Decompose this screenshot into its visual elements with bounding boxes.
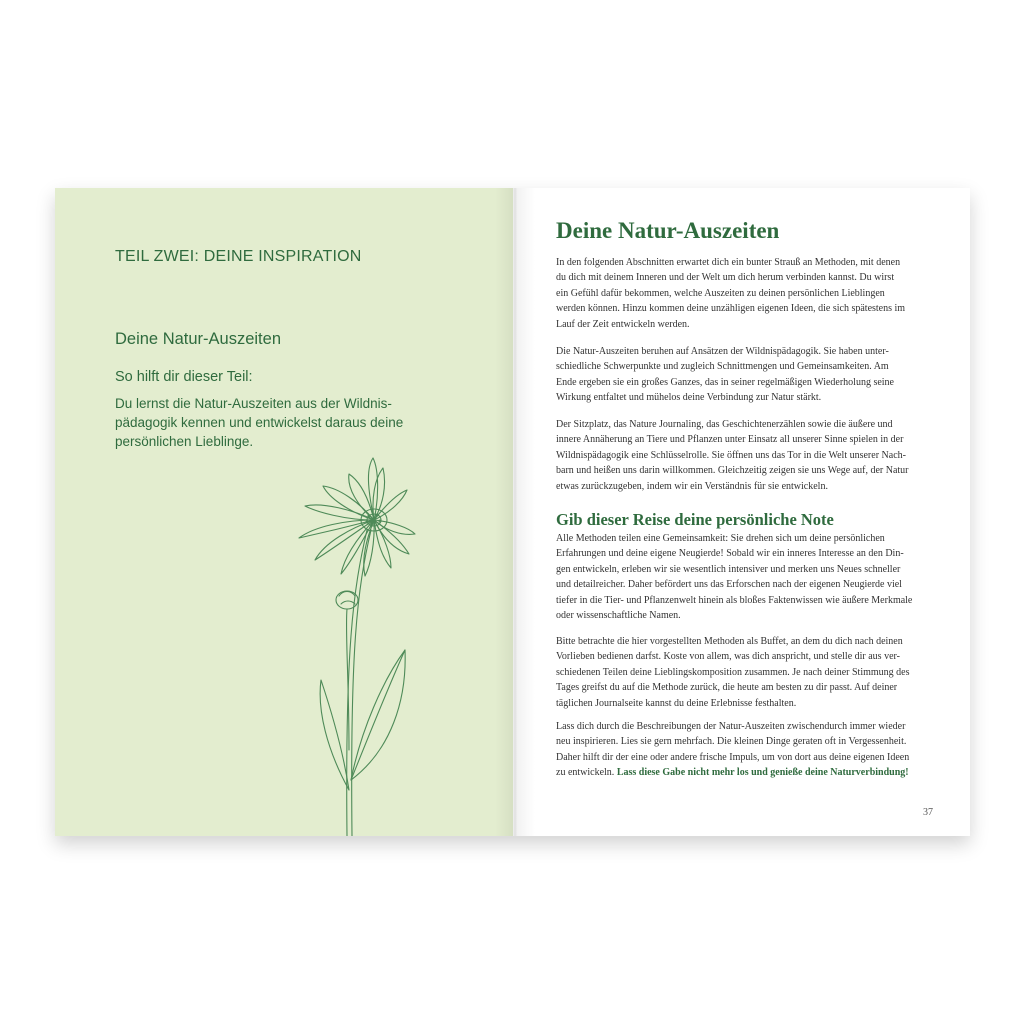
text-line: Ende ergeben sie ein großes Ganzes, das in seiner regelmäßigen Wiederholung seine xyxy=(556,376,894,388)
left-page xyxy=(55,188,513,836)
text-line: Erfahrungen und deine eigene Neugierde! Sobald wir ein inneres Interesse an den Din- xyxy=(556,548,904,560)
paragraph-buffet xyxy=(556,634,936,711)
right-page xyxy=(513,188,970,836)
page-number: 37 xyxy=(923,807,933,818)
section-title: Deine Natur-Auszeiten xyxy=(115,330,281,348)
text-line: ein Gefühl dafür bekommen, welche Auszeiten zu deinen persönlichen Lieblingen xyxy=(556,287,885,299)
text-line: werden können. Hinzu kommen deine unzähligen eigenen Ideen, die sich spätestens im xyxy=(556,303,906,315)
highlight-text: Lass diese Gabe nicht mehr los und genieße deine Naturverbindung! xyxy=(616,767,909,779)
text-line: du dich mit deinem Inneren und der Welt um dich herum verbinden kannst. Du wirst xyxy=(556,272,895,284)
text-line: etwas zurückzugeben, indem wir ein Verständnis für sie entwickeln. xyxy=(556,480,828,492)
page-title: Deine Natur-Auszeiten xyxy=(556,218,780,243)
text-line: gen entwickeln, erleben wir sie wesentlich intensiver und merken uns Neues schneller xyxy=(556,563,901,575)
help-line: pädagogik kennen und entwickelst daraus deine xyxy=(115,415,404,430)
text-line: Lass dich durch die Beschreibungen der Natur-Auszeiten zwischendurch immer wieder xyxy=(556,721,906,732)
text-line: innere Annäherung an Tiere und Pflanzen unter Einsatz all unserer Sinne spielen in der xyxy=(556,434,904,446)
text-line: schiedenen Teilen deine Lieblingskomposition zusammen. Je nach deiner Stimmung des xyxy=(556,666,910,678)
paragraph-wildnis xyxy=(556,344,936,406)
text-line: oder wissenschaftliche Namen. xyxy=(556,610,681,622)
text-line: Alle Methoden teilen eine Gemeinsamkeit: Sie drehen sich um deine persönlichen xyxy=(556,533,885,544)
help-title: So hilft dir dieser Teil: xyxy=(115,369,253,385)
paragraph-sitzplatz xyxy=(556,417,936,494)
text-line: schiedliche Schwerpunkte und zugleich Schnittmengen und Gemeinsamkeiten. Am xyxy=(556,361,889,373)
text-line: Der Sitzplatz, das Nature Journaling, das Geschichtenerzählen sowie die äußere und xyxy=(556,419,893,430)
text-line: Tages greifst du auf die Methode zurück, die heute am besten zu dir passt. Auf deiner xyxy=(556,682,898,694)
text-line: In den folgenden Abschnitten erwartet dich ein bunter Strauß an Methoden, mit denen xyxy=(556,257,901,268)
text-line: Bitte betrachte die hier vorgestellten Methoden als Buffet, an dem du dich nach deinen xyxy=(556,636,903,647)
open-book xyxy=(55,188,970,836)
help-line: Du lernst die Natur-Auszeiten aus der Wildnis- xyxy=(115,396,392,411)
text-line: tiefer in die Tier- und Pflanzenwelt hinein als bloßes Faktenwissen wie äußere Merkmale xyxy=(556,594,913,606)
text-line: Vorlieben bedienen darfst. Koste von allem, was dich anspricht, und stelle dir aus ver- xyxy=(556,651,900,663)
section-subtitle: Gib dieser Reise deine persönliche Note xyxy=(556,510,834,529)
part-title: TEIL ZWEI: DEINE INSPIRATION xyxy=(115,248,362,265)
text-line: Daher hilft dir der eine oder andere frische Impuls, um von dort aus deine eigenen Ideen xyxy=(556,751,910,763)
text-line: neu inspirieren. Lies sie gern mehrfach. Die kleinen Dinge geraten oft in Vergessenheit. xyxy=(556,736,907,748)
text-line: Wirkung entfaltet und mühelos deine Verbindung zur Natur stärkt. xyxy=(556,392,822,404)
paragraph-inspiration xyxy=(556,719,936,781)
flower-drawing-icon xyxy=(287,450,419,836)
text-line: Wildnispädagogik eine Schlüsselrolle. Sie öffnen uns das Tor in die Welt unserer Nach- xyxy=(556,449,906,461)
text-line: Die Natur-Auszeiten beruhen auf Ansätzen der Wildnispädagogik. Sie haben unter- xyxy=(556,346,889,357)
paragraph-intro xyxy=(556,255,936,332)
text-line: barn und heißen uns darin willkommen. Gleichzeitig zeigen sie uns Wege auf, der Natur xyxy=(556,465,909,477)
help-line: persönlichen Lieblinge. xyxy=(115,434,254,449)
text-line: täglichen Journalseite kannst du deine Erlebnisse festhalten. xyxy=(556,697,797,709)
text-fragment: zu entwickeln. xyxy=(556,767,617,779)
text-line: und detailreicher. Daher befördert uns das Erforschen nach der eigenen Neugierde viel xyxy=(556,579,902,591)
text-line xyxy=(556,765,936,780)
text-line: Lauf der Zeit entwickeln werden. xyxy=(556,318,690,330)
help-text xyxy=(115,394,415,451)
paragraph-methoden xyxy=(556,531,936,623)
